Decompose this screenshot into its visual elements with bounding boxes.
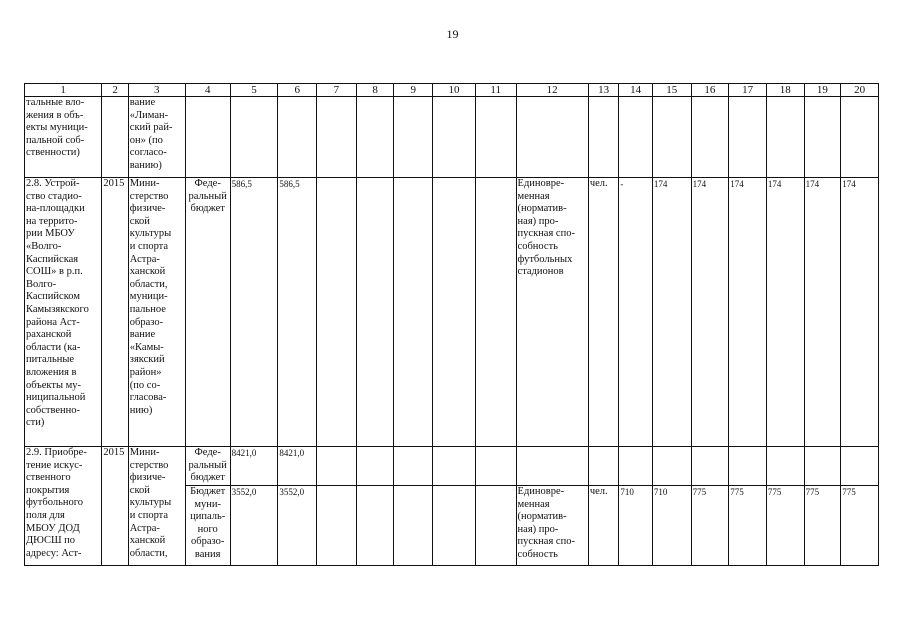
amount-cell: 8421,0 (278, 447, 317, 486)
funding-source-cell: Феде- ральный бюджет (185, 178, 230, 447)
description-cell: 2.9. Приобре- тение искус- ственного покрытия футбольного поля для МБОУ ДОД ДЮСШ по адресу: Аст- (25, 447, 102, 566)
column-header: 9 (394, 84, 433, 97)
column-header: 20 (841, 84, 879, 97)
value-cell: 174 (804, 178, 841, 447)
value-cell: 174 (652, 178, 691, 447)
value-cell: 775 (691, 486, 729, 566)
column-header: 16 (691, 84, 729, 97)
value-cell: 174 (766, 178, 804, 447)
column-header: 14 (619, 84, 653, 97)
executor-cell: Мини- стерство физиче- ской культуры и спорта Астра- ханской области, муници- пальное образо- вание «Камы- зякский район» (по со- гласова- нию) (128, 178, 185, 447)
amount-cell: 586,5 (278, 178, 317, 447)
column-header: 17 (729, 84, 767, 97)
column-header: 5 (230, 84, 278, 97)
column-header: 2 (102, 84, 128, 97)
data-table (24, 83, 879, 566)
description-cell: 2.8. Устрой- ство стадио- на-площадки на террито- рии МБОУ «Волго- Каспийская СОШ» в р.п. Волго- Каспийском Камызякского района Аст- раханской области (ка- питальные вложения в объекты му- ниципальной собственно- сти) (25, 178, 102, 447)
funding-source-cell: Бюджет муни- ципаль- ного образо- вания (185, 486, 230, 566)
table-row-continuation (25, 97, 879, 178)
value-cell: - (619, 178, 653, 447)
page-number: 19 (446, 27, 459, 41)
value-cell: 174 (841, 178, 879, 447)
amount-cell: 586,5 (230, 178, 278, 447)
value-cell: 174 (691, 178, 729, 447)
executor-cell: вание «Лиман- ский рай- он» (по согласо- ванию) (128, 97, 185, 178)
amount-cell: 3552,0 (278, 486, 317, 566)
value-cell: 710 (652, 486, 691, 566)
indicator-cell: Единовре- менная (норматив- ная) про- пускная спо- собность футбольных стадионов (516, 178, 588, 447)
year-cell: 2015 (102, 178, 128, 447)
value-cell: 775 (804, 486, 841, 566)
value-cell: 775 (766, 486, 804, 566)
column-header: 11 (475, 84, 516, 97)
amount-cell: 8421,0 (230, 447, 278, 486)
executor-cell: Мини- стерство физиче- ской культуры и спорта Астра- ханской области, (128, 447, 185, 566)
column-header: 4 (185, 84, 230, 97)
column-header: 6 (278, 84, 317, 97)
header-row (25, 84, 879, 97)
funding-source-cell: Феде- ральный бюджет (185, 447, 230, 486)
table-row-2-8 (25, 178, 879, 447)
value-cell: 775 (841, 486, 879, 566)
year-cell: 2015 (102, 447, 128, 566)
column-header: 1 (25, 84, 102, 97)
column-header: 15 (652, 84, 691, 97)
column-header: 12 (516, 84, 588, 97)
amount-cell: 3552,0 (230, 486, 278, 566)
column-header: 8 (356, 84, 394, 97)
indicator-cell: Единовре- менная (норматив- ная) про- пускная спо- собность (516, 486, 588, 566)
column-header: 18 (766, 84, 804, 97)
value-cell: 775 (729, 486, 767, 566)
unit-cell: чел. (588, 486, 619, 566)
value-cell: 174 (729, 178, 767, 447)
column-header: 13 (588, 84, 619, 97)
table-row-2-9 (25, 447, 879, 486)
column-header: 19 (804, 84, 841, 97)
value-cell: 710 (619, 486, 653, 566)
column-header: 3 (128, 84, 185, 97)
unit-cell: чел. (588, 178, 619, 447)
column-header: 7 (317, 84, 357, 97)
column-header: 10 (433, 84, 476, 97)
description-cell: тальные вло- жения в объ- екты муници- пальной соб- ственности) (25, 97, 102, 178)
